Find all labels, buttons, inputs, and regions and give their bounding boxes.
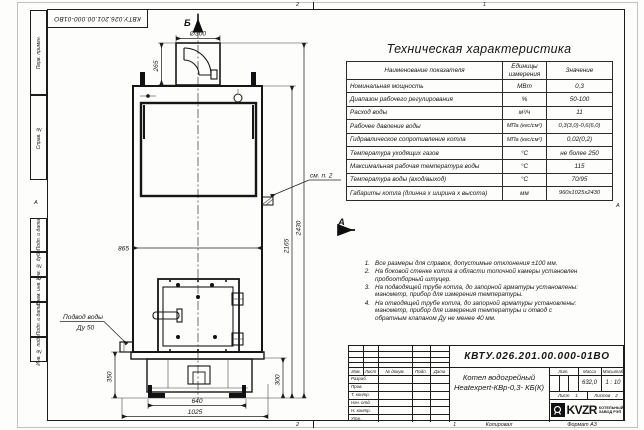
kvzr-logo-icon: [551, 403, 565, 417]
door-handle: [153, 312, 179, 319]
col-list: Лист: [364, 368, 377, 374]
margin-box-podp-data-1: Подп. и дата: [30, 218, 47, 252]
corner-doc-number: КВТУ.026.201.00.000-01ВО: [54, 15, 141, 22]
dim-chimney-diameter: Ø300: [189, 30, 207, 38]
scale-value: 1 : 10: [605, 380, 621, 386]
kvzr-logo-subtext: КОТЕЛЬНЫЙ ЗАВОД РЭП: [598, 405, 624, 415]
title-block-doc-number: КВТУ.026.201.00.000-01ВО: [464, 351, 610, 362]
spec-row: Гидравлическое сопротивление котла МПа (кгс/см²) 0,02(0,2): [347, 133, 613, 146]
fitting-circle: [234, 94, 242, 102]
elbow-flange: [211, 70, 217, 79]
dim-2165: 2165: [283, 238, 291, 254]
dim-body-width: 865: [117, 245, 129, 253]
section-b-label: Б: [184, 18, 191, 29]
spec-row: Максимальная рабочая температура воды °С 115: [347, 160, 613, 173]
spec-header-name: Наименование показателя: [347, 62, 503, 80]
row-tkontr: Т. контр.: [351, 392, 370, 398]
scale-label: Масштаб: [602, 368, 624, 374]
product-name: [449, 368, 549, 398]
bottom-plate: [131, 352, 264, 359]
furnace-door: [158, 279, 239, 352]
spec-table: [346, 61, 613, 201]
notes-list: [361, 260, 593, 323]
row-nkontr: Н. контр.: [351, 407, 371, 413]
zone-bottom-right: 1: [453, 422, 457, 428]
row-razrab: Разраб.: [351, 376, 367, 382]
dim-640: 640: [191, 398, 203, 405]
spec-row: Габариты котла (длинна х ширина х высота) мм 960х1025х2430: [347, 187, 613, 200]
mass-label: Масса: [583, 368, 596, 374]
kvzr-logo: [549, 399, 625, 422]
margin-box-vzam-inv: Взам. инв. №: [30, 277, 47, 302]
margin-box-perv-primen: Перв. примен.: [30, 10, 47, 95]
sheets-cell: Листов 2: [594, 392, 618, 398]
elbow-pipe-inner: [184, 60, 199, 75]
ash-opening: [188, 366, 210, 384]
spec-row: Температура уходящих газов °С не более 250: [347, 146, 613, 159]
spec-row: Расход воды м³/ч 11: [347, 106, 613, 119]
zone-top-right: 1: [483, 2, 487, 8]
zone-row-right: А: [616, 203, 620, 209]
title-block: [348, 345, 624, 421]
lifting-lug-left: [140, 72, 145, 86]
center-mark: [146, 94, 150, 98]
margin-box-sprav-no: Справ. №: [30, 95, 47, 180]
copied-label: Копировал: [485, 422, 513, 428]
dim-300: 300: [274, 374, 282, 386]
col-data: Дата: [433, 368, 446, 374]
col-docnum: № докум.: [385, 368, 405, 374]
sheet-cell: Лист 1: [558, 392, 578, 398]
zone-tick-bottom: [313, 421, 314, 428]
kvzr-logo-text: KVZR: [566, 403, 597, 418]
dim-chimney-height: 265: [153, 60, 160, 72]
elbow-pipe-outer: [184, 48, 211, 75]
zone-top-left: 2: [296, 2, 300, 8]
format-label: Формат А3: [567, 422, 597, 428]
callout-see-note-2: см. п. 2: [310, 172, 333, 180]
product-name-line1: Котел водогрейный: [462, 373, 536, 383]
mass-value: 632,0: [581, 380, 597, 386]
spec-row: Номинальная мощность МВт 0,3: [347, 80, 613, 93]
note-item: 1. Все размеры для справок, допустимые отклонения ±100 мм.: [364, 260, 558, 267]
col-izm: Изм.: [351, 368, 361, 374]
zone-row-left: А: [34, 200, 38, 206]
margin-box-podp-data-2: Подп. и дата: [30, 302, 47, 337]
note-item: 2. На боковой стенке котла в области топочной камеры установлен пробоотборный штуцер.: [364, 268, 578, 283]
upper-chamber-recess: [141, 103, 256, 196]
product-name-line2: Heatexpert-КВр-0,3- КБ(К): [453, 383, 545, 392]
dim-350: 350: [106, 371, 114, 383]
inlet-label-line2: Ду 50: [77, 324, 95, 332]
dim-2430: 2430: [295, 220, 303, 236]
base-box: [147, 359, 252, 392]
inlet-label-line1: Подвод воды: [63, 314, 103, 321]
note-item: 3. На подводящей трубе котла, до запорной арматуры установлены: манометр, прибор для измерения температуры.: [364, 284, 579, 299]
margin-box-inv-dubl: Инв. № дубл.: [30, 252, 47, 277]
spec-row: Температура воды (вход/выход) °С 70/95: [347, 173, 613, 186]
callout-leader: [271, 180, 309, 196]
spec-header-row: [347, 62, 613, 80]
spec-header-value: Значение: [547, 62, 613, 80]
boiler-front-view: [47, 9, 357, 421]
inlet-leader: [104, 322, 127, 345]
boiler-body: [133, 86, 262, 352]
lit-label: Лит.: [558, 368, 569, 374]
dim-1025: 1025: [187, 409, 203, 416]
row-nachotd: Нач. отд.: [351, 399, 371, 405]
spec-row: Рабочее давление воды МПа (кгс/см²) 0,3(3,0)-0,6(6,0): [347, 120, 613, 133]
row-utv: Утв.: [351, 415, 361, 421]
zone-bottom-left: 2: [296, 422, 300, 428]
zone-tick-top: [313, 2, 314, 9]
view-a-label: А: [338, 217, 345, 228]
col-podp: Подп.: [415, 368, 427, 374]
note-item: 4. На отводящей трубе котла, до запорной арматуры установлены: манометр, прибор для измерения температуры и отвод с обратным клапаном Ду не менее 40 мм.: [364, 299, 577, 322]
lifting-lug-right: [251, 72, 256, 86]
spec-row: Диапазон рабочего регулирования % 50-100: [347, 93, 613, 106]
spec-table-title: Техническая характеристика: [386, 42, 572, 56]
spec-header-unit: Единицы измерения: [503, 62, 547, 80]
margin-box-inv-podl: Инв. № подл.: [30, 337, 47, 362]
row-prov: Пров.: [351, 384, 363, 390]
